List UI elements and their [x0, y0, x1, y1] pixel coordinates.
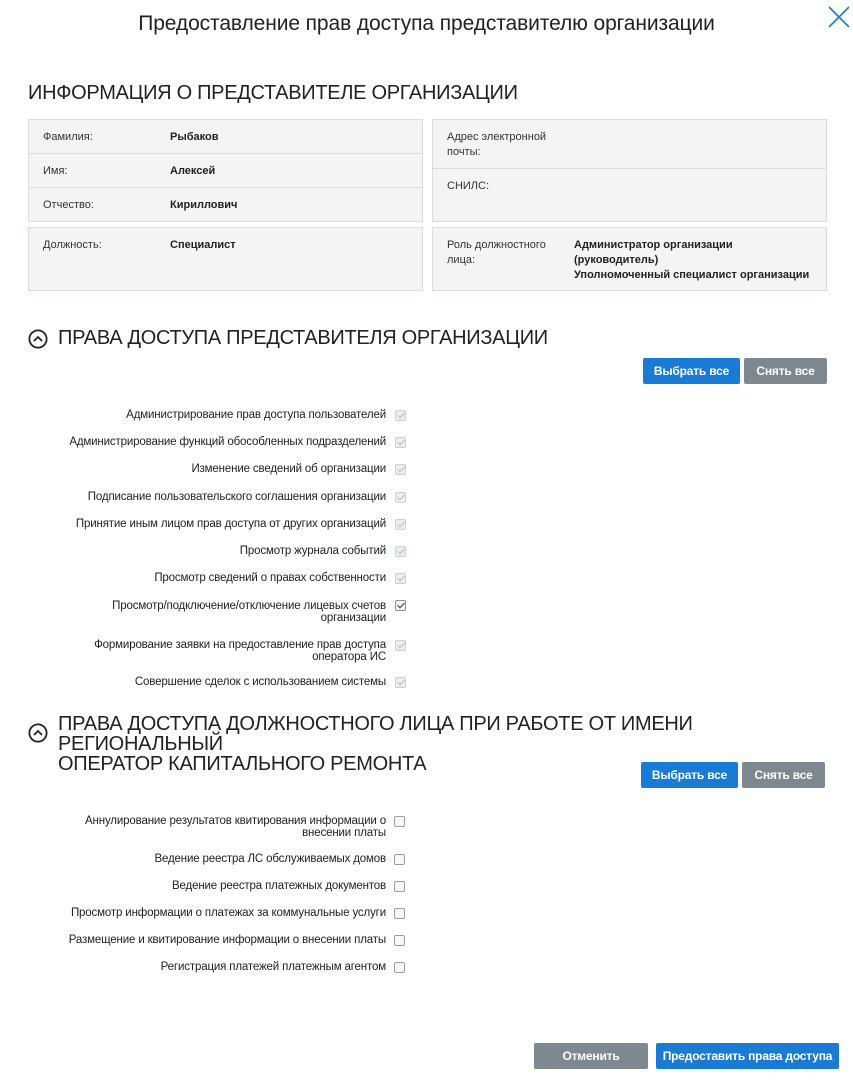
role-value-line2: (руководитель) [574, 254, 659, 266]
permission-checkbox [395, 492, 406, 503]
position-label: Должность: [43, 239, 102, 251]
permission-label: Формирование заявки на предоставление прав доступа [94, 639, 386, 651]
patronymic-row [29, 188, 422, 221]
permission-label-line2: оператора ИС [312, 651, 386, 663]
permission-label: Принятие иным лицом прав доступа от других организаций [75, 518, 386, 530]
email-label-line2: почты: [447, 146, 481, 158]
permission-checkbox[interactable] [395, 600, 406, 611]
permission-label: Администрирование прав доступа пользователей [126, 409, 386, 421]
official-rights-heading-line1: ПРАВА ДОСТУПА ДОЛЖНОСТНОГО ЛИЦА ПРИ РАБОТЕ ОТ ИМЕНИ РЕГИОНАЛЬНЫЙ [58, 713, 693, 755]
role-value-line3: Уполномоченный специалист организации [574, 269, 810, 281]
permission-checkbox[interactable] [394, 962, 405, 973]
permission-label: Просмотр информации о платежах за коммунальные услуги [70, 907, 386, 919]
permission-checkbox [395, 640, 406, 651]
permission-label: Размещение и квитирование информации о внесении платы [68, 934, 386, 946]
permission-checkbox [395, 464, 406, 475]
name-value: Алексей [170, 165, 216, 177]
name-row [29, 154, 422, 188]
role-label-line2: лица: [447, 254, 476, 266]
patronymic-label: Отчество: [43, 199, 94, 211]
permission-label-line2: внесении платы [302, 827, 386, 839]
cancel-button[interactable]: Отменить [534, 1043, 648, 1069]
org-select-all-button[interactable]: Выбрать все [643, 358, 740, 384]
surname-row [29, 120, 422, 154]
official-deselect-all-button[interactable]: Снять все [742, 762, 825, 788]
permission-label-line2: организации [320, 612, 386, 624]
snils-row [433, 169, 826, 221]
permission-label: Ведение реестра платежных документов [172, 880, 386, 892]
permission-label: Просмотр/подключение/отключение лицевых счетов [112, 600, 386, 612]
permission-label: Совершение сделок с использованием системы [134, 676, 386, 688]
permission-label: Аннулирование результатов квитирования информации о [85, 815, 386, 827]
role-info-box [432, 227, 827, 291]
permission-checkbox[interactable] [394, 816, 405, 827]
role-value-line1: Администратор организации [574, 239, 733, 251]
permission-checkbox [395, 546, 406, 557]
org-rights-heading-text: ПРАВА ДОСТУПА ПРЕДСТАВИТЕЛЯ ОРГАНИЗАЦИИ [58, 327, 548, 349]
permission-checkbox [395, 410, 406, 421]
org-rights-heading[interactable] [28, 328, 548, 349]
patronymic-value: Кириллович [170, 199, 238, 211]
chevron-up-icon[interactable] [28, 723, 48, 743]
chevron-up-icon[interactable] [28, 329, 48, 349]
surname-label: Фамилия: [43, 131, 93, 143]
permission-checkbox [395, 573, 406, 584]
email-label-line1: Адрес электронной [447, 131, 547, 143]
permission-label: Изменение сведений об организации [191, 463, 386, 475]
permission-checkbox [395, 677, 406, 688]
surname-value: Рыбаков [170, 131, 219, 143]
permission-label: Регистрация платежей платежным агентом [160, 961, 386, 973]
permission-checkbox[interactable] [394, 908, 405, 919]
permission-checkbox[interactable] [394, 854, 405, 865]
position-info-box [28, 227, 423, 291]
position-value: Специалист [170, 239, 236, 251]
permission-checkbox [395, 437, 406, 448]
contact-info-box [432, 119, 827, 222]
close-icon[interactable] [826, 4, 852, 30]
permission-label: Просмотр журнала событий [239, 545, 386, 557]
permission-label: Подписание пользовательского соглашения организации [87, 491, 386, 503]
permission-label: Просмотр сведений о правах собственности [154, 572, 386, 584]
snils-label: СНИЛС: [447, 180, 490, 192]
modal-title: Предоставление прав доступа представителю организации [138, 12, 715, 35]
org-deselect-all-button[interactable]: Снять все [744, 358, 827, 384]
name-label: Имя: [43, 165, 68, 177]
representative-heading: ИНФОРМАЦИЯ О ПРЕДСТАВИТЕЛЕ ОРГАНИЗАЦИИ [28, 82, 518, 104]
role-label-line1: Роль должностного [447, 239, 546, 251]
permission-checkbox [395, 519, 406, 530]
grant-access-button[interactable]: Предоставить права доступа [656, 1043, 839, 1069]
email-row [433, 120, 826, 169]
official-rights-heading-line2: ОПЕРАТОР КАПИТАЛЬНОГО РЕМОНТА [58, 753, 427, 775]
permission-label: Ведение реестра ЛС обслуживаемых домов [154, 853, 386, 865]
permission-checkbox[interactable] [394, 881, 405, 892]
permission-checkbox[interactable] [394, 935, 405, 946]
permission-label: Администрирование функций обособленных подразделений [69, 436, 386, 448]
official-select-all-button[interactable]: Выбрать все [641, 762, 738, 788]
name-info-box [28, 119, 423, 222]
